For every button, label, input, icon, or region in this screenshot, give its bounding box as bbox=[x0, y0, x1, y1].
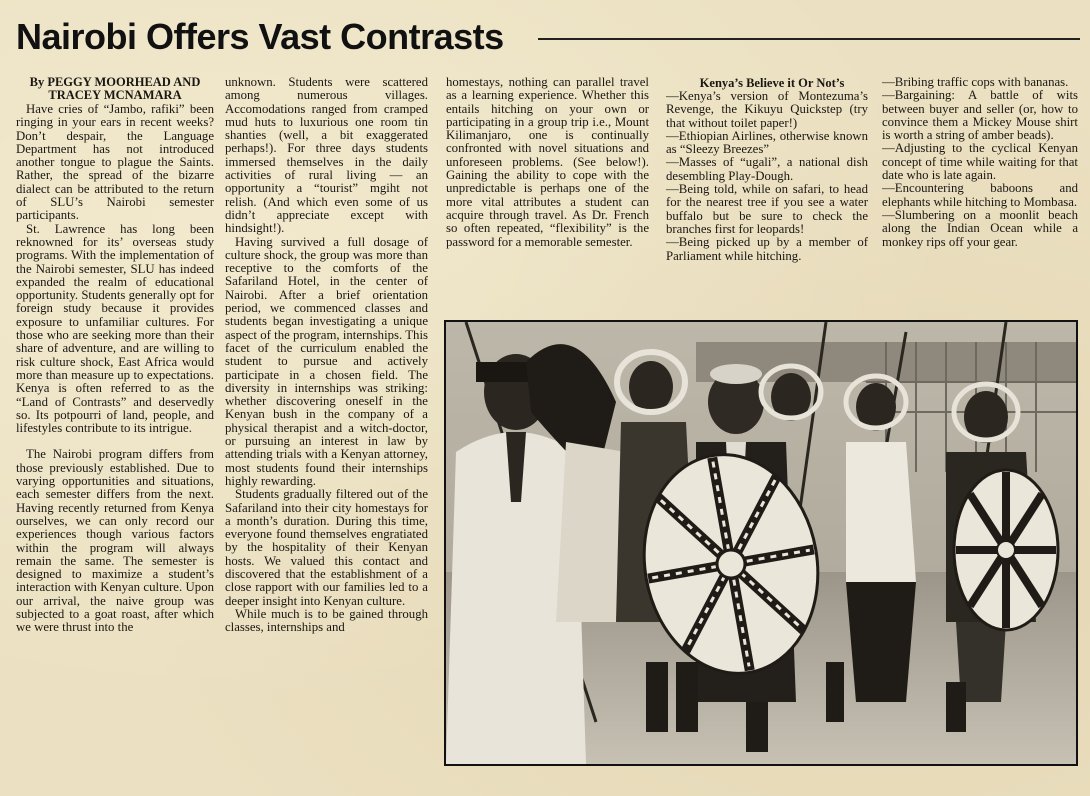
article-column-3 bbox=[446, 76, 649, 249]
article-column-1 bbox=[16, 103, 214, 635]
list-item: —Slumbering on a moonlit beach along the Indian Ocean while a monkey rips off your gear. bbox=[882, 207, 1078, 249]
list-item: —Ethiopian Airlines, otherwise known as “Sleezy Breezes” bbox=[666, 128, 868, 157]
byline-line-2: TRACEY MCNAMARA bbox=[48, 88, 182, 102]
headline-rule bbox=[538, 38, 1080, 40]
paragraph: While much is to be gained through classes, internships and bbox=[225, 606, 428, 635]
paragraph: Have cries of “Jambo, rafiki” been ringing in your ears in recent weeks? Don’t despair, the Language Department has not introduced another tongue to plague the Saints. Rather, the spread of the bizarre dialect can be attributed to the return of SLU’s Nairobi semester participants. bbox=[16, 102, 214, 223]
list-item: —Adjusting to the cyclical Kenyan concept of time while waiting for that date who is late again. bbox=[882, 141, 1078, 183]
headline: Nairobi Offers Vast Contrasts bbox=[16, 16, 504, 57]
byline bbox=[16, 76, 214, 102]
list-item: —Being told, while on safari, to head for the nearest tree if you see a water buffalo but be sure to check the branches first for leopards! bbox=[666, 182, 868, 236]
list-item: —Bargaining: A battle of wits between buyer and seller (or, how to convince them a Mickey Mouse shirt is worth a string of amber beads). bbox=[882, 88, 1078, 143]
list-item: —Being picked up by a member of Parliament while hitching. bbox=[666, 235, 868, 263]
byline-line-1: By PEGGY MOORHEAD AND bbox=[29, 75, 201, 89]
paragraph: Having survived a full dosage of culture shock, the group was more than receptive to the comforts of the Safariland Hotel, in the center of Nairobi. After a brief orientation period, we commenced classes and students began investigating a unique aspect of the program, internships. This facet of the curriculum enabled the student to pursue and actively participate in a chosen field. The diversity in internships was striking: whether discovering oneself in the Kenyan bush in the company of a physical therapist and a witch-doctor, or pursuing an interest in law by attending trials with a Kenyan attorney, most students found their internships highly rewarding. bbox=[225, 234, 428, 488]
list-item: —Encountering baboons and elephants while hitching to Mombasa. bbox=[882, 181, 1078, 209]
list-item: —Kenya’s version of Montezuma’s Revenge, the Kikuyu Quickstep (try that without toilet paper!) bbox=[666, 89, 868, 130]
photo-illustration bbox=[446, 322, 1076, 764]
photograph bbox=[444, 320, 1078, 766]
sidebar-title: Kenya’s Believe it Or Not’s bbox=[699, 76, 845, 90]
sidebar-column-1 bbox=[666, 76, 868, 263]
list-item: —Masses of “ugali”, a national dish desembling Play-Dough. bbox=[666, 155, 868, 183]
paragraph: Students gradually filtered out of the Safariland into their city homestays for a month’s duration. During this time, everyone found themselves engratiated by the hospitality of their Kenyan hosts. We valued this contact and discovered that the establishment of a close rapport with our families led to a deeper insight into Kenyan culture. bbox=[225, 487, 428, 608]
article-column-2 bbox=[225, 76, 428, 634]
paragraph: St. Lawrence has long been reknowned for its’ overseas study programs. With the implementation of the Nairobi semester, SLU has indeed expanded the realm of educational opportunity. Students generally opt for foreign study because it provides exposure to unfamiliar cultures. For those who are seeking more than their share of adventure, and are willing to risk culture shock, East Africa would more than measure up to expectations. Kenya is often referred to as the “Land of Contrasts” and deservedly so. Its potpourri of land, people, and lifestyles contribute to its intrigue. bbox=[16, 221, 214, 436]
paragraph: unknown. Students were scattered among numerous villages. Accomodations ranged from cramped mud huts to luxurious one room tin shanties (well, a bit exaggerated perhaps!). For three days students immersed themselves in the daily activities of rural living — an opportunity a “tourist” mgiht not relish. (And which even some of us didn’t appreciate except with hindsight!). bbox=[225, 75, 428, 236]
list-item: —Bribing traffic cops with bananas. bbox=[882, 75, 1069, 89]
paragraph: homestays, nothing can parallel travel as a learning experience. Whether this entails hitching on your own or participating in a group trip i.e., Mount Kilimanjaro, one is continually confronted with novel situations and unforeseen problems. (See below!). Gaining the ability to cope with the unpredictable is perhaps one of the more vital attributes a student can acquire through travel. As Dr. French so often repeated, “flexibility” is the password for a memorable semester. bbox=[446, 75, 649, 249]
sidebar-column-2 bbox=[882, 76, 1078, 249]
paragraph: The Nairobi program differs from those previously established. Due to varying opportunities and situations, each semester differs from the next. Having recently returned from Kenya ourselves, we can only record our experiences though various factors within the program will always remain the same. The semester is designed to maximize a student’s interaction with Kenyan culture. Upon our arrival, the naive group was subjected to a goat roast, after which we were thrust into the bbox=[16, 447, 214, 635]
headline-row bbox=[16, 14, 1080, 62]
